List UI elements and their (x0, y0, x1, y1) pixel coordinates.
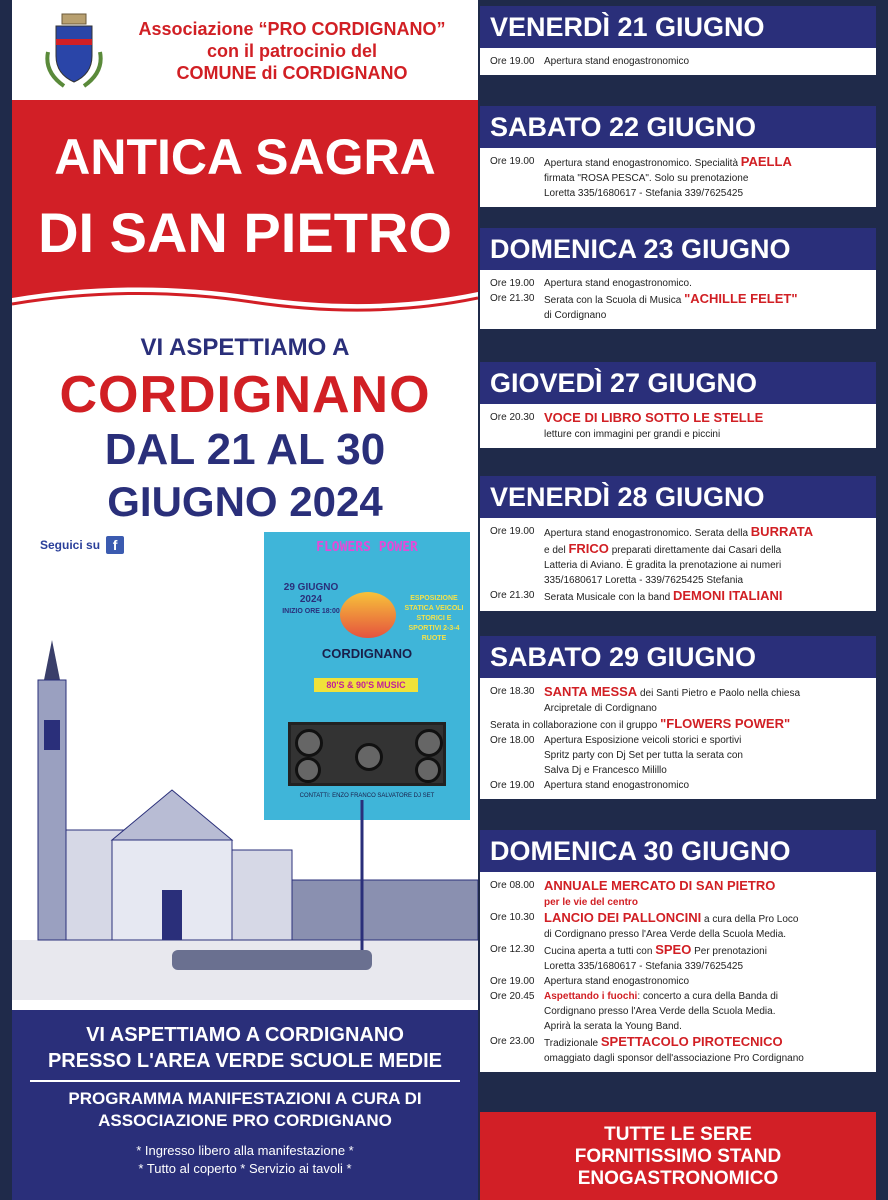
schedule-highlight: DEMONI ITALIANI (672, 588, 783, 603)
schedule-text (544, 927, 868, 942)
schedule-time (490, 171, 544, 186)
schedule-text-pre: Serata in collaborazione con il gruppo (490, 720, 661, 731)
schedule-time: Ore 20.45 (490, 991, 535, 1002)
day-schedule (480, 404, 876, 448)
schedule-time (490, 895, 544, 910)
schedule-text (544, 701, 868, 716)
schedule-row (490, 778, 868, 793)
schedule-text (544, 763, 868, 778)
schedule-text-post: Per prenotazioni (691, 946, 767, 957)
schedule-text-plain: 335/1680617 Loretta - 339/7625425 Stefania (544, 575, 744, 586)
event-title-line2: DI SAN PIETRO (38, 201, 452, 264)
schedule-text (544, 1019, 868, 1034)
schedule-text-post: preparati direttamente dai Casari della (608, 545, 782, 556)
schedule-time: Ore 12.30 (490, 944, 535, 955)
poster-town: CORDIGNANO (321, 646, 413, 661)
bottom-line1: VI ASPETTIAMO A CORDIGNANO (86, 1024, 404, 1046)
assoc-line3: COMUNE di CORDIGNANO (176, 63, 408, 83)
schedule-row (490, 684, 868, 701)
schedule-row (490, 701, 868, 716)
note2: * Tutto al coperto * Servizio ai tavoli * (138, 1161, 352, 1176)
schedule-text (544, 588, 868, 605)
schedule-text-pre: e del (544, 545, 569, 556)
schedule-time: Ore 19.00 (490, 976, 535, 987)
schedule-text (544, 942, 868, 959)
schedule-text (544, 171, 868, 186)
note1: * Ingresso libero alla manifestazione * (136, 1143, 354, 1158)
schedule-text-plain: per le vie del centro (544, 897, 638, 908)
schedule-row (490, 716, 868, 733)
schedule-text (544, 748, 868, 763)
schedule-text (544, 959, 868, 974)
schedule-text (544, 524, 868, 541)
bottom-line4: ASSOCIAZIONE PRO CORDIGNANO (98, 1111, 392, 1130)
schedule-text-plain: Apertura stand enogastronomico (544, 780, 690, 791)
schedule-text (544, 1034, 868, 1051)
footer-banner (480, 1112, 876, 1200)
invite-line: VI ASPETTIAMO A (140, 334, 350, 361)
schedule-time: Ore 23.00 (490, 1036, 535, 1047)
schedule-text (544, 427, 868, 442)
schedule-row (490, 959, 868, 974)
bottom-line3: PROGRAMMA MANIFESTAZIONI A CURA DI (68, 1089, 422, 1108)
schedule-time: Ore 21.30 (490, 293, 535, 304)
schedule-highlight: "FLOWERS POWER" (660, 716, 791, 731)
schedule-row (490, 1019, 868, 1034)
schedule-text (544, 733, 868, 748)
schedule-time (490, 959, 544, 974)
schedule-text-plain: Apertura Esposizione veicoli storici e sportivi (544, 735, 742, 746)
schedule-text-plain: Loretta 335/1680617 - Stefania 339/7625425 (544, 188, 744, 199)
bottom-organizer (12, 1088, 478, 1132)
schedule-highlight: SANTA MESSA (544, 684, 638, 699)
day-title: DOMENICA 23 GIUGNO (480, 228, 876, 270)
schedule-text (544, 974, 868, 989)
day-schedule (480, 872, 876, 1072)
day-schedule (480, 518, 876, 611)
schedule-time: Ore 18.00 (490, 735, 535, 746)
town-name: CORDIGNANO (59, 366, 431, 424)
schedule-text (544, 541, 868, 558)
program-day (480, 830, 876, 1072)
day-title: VENERDÌ 21 GIUGNO (480, 6, 876, 48)
poster-start: INIZIO ORE 18:00 (282, 608, 340, 615)
schedule-time (490, 748, 544, 763)
schedule-time (490, 573, 544, 588)
schedule-time (490, 427, 544, 442)
schedule-row (490, 186, 868, 201)
schedule-highlight: FRICO (568, 541, 609, 556)
day-schedule (480, 270, 876, 329)
schedule-row (490, 427, 868, 442)
poster-title: FLOWERS POWER (316, 540, 418, 555)
day-schedule (480, 48, 876, 75)
schedule-text (544, 291, 868, 308)
bottom-invite (12, 1022, 478, 1074)
schedule-row (490, 989, 868, 1004)
schedule-time: Ore 19.00 (490, 278, 535, 289)
schedule-row (490, 974, 868, 989)
date-range: DAL 21 AL 30 (104, 425, 386, 474)
schedule-text (544, 573, 868, 588)
schedule-time (490, 308, 544, 323)
schedule-text-pre: Apertura stand enogastronomico. Serata della (544, 528, 751, 539)
schedule-text-post: dei Santi Pietro e Paolo nella chiesa (637, 688, 801, 699)
program-day (480, 228, 876, 329)
day-schedule (480, 678, 876, 799)
schedule-time (490, 1051, 544, 1066)
day-title: GIOVEDÌ 27 GIUGNO (480, 362, 876, 404)
schedule-row (490, 558, 868, 573)
bottom-line2: PRESSO L'AREA VERDE SCUOLE MEDIE (47, 1050, 443, 1072)
schedule-text-pre: Serata con la Scuola di Musica (544, 295, 685, 306)
schedule-time (490, 541, 544, 558)
wave-divider (12, 278, 478, 338)
poster-date (276, 582, 346, 618)
footer-line2: FORNITISSIMO STAND (574, 1146, 782, 1167)
poster-music: 80'S & 90'S MUSIC (314, 678, 418, 692)
day-schedule (480, 148, 876, 207)
day-title: SABATO 22 GIUGNO (480, 106, 876, 148)
program-day (480, 636, 876, 799)
schedule-time: Ore 19.00 (490, 156, 535, 167)
schedule-time: Ore 18.30 (490, 686, 535, 697)
schedule-text (544, 276, 868, 291)
schedule-time: Ore 20.30 (490, 412, 535, 423)
day-title: SABATO 29 GIUGNO (480, 636, 876, 678)
crest-icon (42, 12, 106, 90)
schedule-text-plain: omaggiato dagli sponsor dell'associazione Pro Cordignano (544, 1053, 804, 1064)
schedule-highlight: "ACHILLE FELET" (684, 291, 798, 306)
schedule-text-plain: di Cordignano (544, 310, 607, 321)
schedule-text-plain: Loretta 335/1680617 - Stefania 339/7625425 (544, 961, 744, 972)
schedule-highlight: Aspettando i fuochi (544, 991, 638, 1002)
association-header (112, 18, 472, 84)
assoc-line1: Associazione “PRO CORDIGNANO” (138, 19, 446, 39)
schedule-text-plain: Cordignano presso l'Area Verde della Scuola Media. (544, 1006, 776, 1017)
schedule-highlight: SPETTACOLO PIROTECNICO (600, 1034, 783, 1049)
poster-side-text: ESPOSIZIONE STATICA VEICOLI STORICI E SPORTIVI 2-3-4 RUOTE (404, 595, 464, 642)
schedule-row (490, 927, 868, 942)
schedule-row (490, 54, 868, 69)
schedule-text-plain: Spritz party con Dj Set per tutta la serata con (544, 750, 743, 761)
schedule-time (490, 927, 544, 942)
divider (30, 1080, 460, 1082)
event-title-line1: ANTICA SAGRA (54, 129, 436, 185)
schedule-text (544, 684, 868, 701)
schedule-highlight: PAELLA (740, 154, 792, 169)
schedule-text-pre: Cucina aperta a tutti con (544, 946, 656, 957)
schedule-text-plain: Aprirà la serata la Young Band. (544, 1021, 682, 1032)
day-title: VENERDÌ 28 GIUGNO (480, 476, 876, 518)
schedule-time: Ore 10.30 (490, 912, 535, 923)
schedule-row (490, 154, 868, 171)
schedule-highlight: VOCE DI LIBRO SOTTO LE STELLE (544, 410, 764, 425)
poster-footer: CONTATTI: ENZO FRANCO SALVATORE DJ SET (299, 793, 435, 799)
schedule-row (490, 276, 868, 291)
schedule-text-plain: Arcipretale di Cordignano (544, 703, 657, 714)
day-title: DOMENICA 30 GIUGNO (480, 830, 876, 872)
sunset-image (340, 592, 396, 638)
month-year: GIUGNO 2024 (107, 478, 383, 525)
schedule-row (490, 541, 868, 558)
schedule-row (490, 895, 868, 910)
schedule-time: Ore 21.30 (490, 590, 535, 601)
church-illustration (12, 640, 478, 1000)
program-day (480, 476, 876, 611)
schedule-text (544, 895, 868, 910)
schedule-text-plain: Apertura stand enogastronomico (544, 976, 690, 987)
schedule-row (490, 573, 868, 588)
schedule-text (544, 878, 868, 895)
schedule-text-plain: Latteria di Aviano. È gradita la prenotazione ai numeri (544, 560, 782, 571)
schedule-text-plain: Salva Dj e Francesco Milillo (544, 765, 667, 776)
schedule-row (490, 1034, 868, 1051)
schedule-row (490, 588, 868, 605)
schedule-row (490, 524, 868, 541)
schedule-row (490, 171, 868, 186)
schedule-row (490, 291, 868, 308)
schedule-time (490, 558, 544, 573)
schedule-text (544, 778, 868, 793)
schedule-time: Ore 19.00 (490, 526, 535, 537)
schedule-text (544, 910, 868, 927)
schedule-row (490, 733, 868, 748)
program-day (480, 106, 876, 207)
schedule-time (490, 701, 544, 716)
schedule-row (490, 1004, 868, 1019)
schedule-row (490, 910, 868, 927)
schedule-text (544, 410, 868, 427)
schedule-text (544, 154, 868, 171)
left-panel (12, 0, 478, 1200)
schedule-text (490, 716, 868, 733)
schedule-text (544, 308, 868, 323)
schedule-row (490, 942, 868, 959)
social-follow[interactable] (40, 536, 124, 554)
schedule-time: Ore 19.00 (490, 56, 535, 67)
program-day (480, 6, 876, 75)
schedule-text (544, 1051, 868, 1066)
schedule-text-pre: Serata Musicale con la band (544, 592, 673, 603)
schedule-highlight: SPEO (655, 942, 692, 957)
schedule-text-pre: Apertura stand enogastronomico. Specialità (544, 158, 741, 169)
schedule-time: Ore 08.00 (490, 880, 535, 891)
schedule-text (544, 558, 868, 573)
schedule-row (490, 878, 868, 895)
assoc-line2: con il patrocinio del (206, 41, 377, 61)
schedule-time (490, 763, 544, 778)
schedule-text (544, 54, 868, 69)
schedule-text-plain: di Cordignano presso l'Area Verde della Scuola Media. (544, 929, 787, 940)
social-label: Seguici su (40, 538, 101, 552)
schedule-time: Ore 19.00 (490, 780, 535, 791)
program-day (480, 362, 876, 448)
schedule-time (490, 1004, 544, 1019)
schedule-highlight: BURRATA (750, 524, 814, 539)
schedule-row (490, 308, 868, 323)
schedule-row (490, 763, 868, 778)
schedule-row (490, 410, 868, 427)
schedule-text-plain: Apertura stand enogastronomico (544, 56, 690, 67)
schedule-highlight: LANCIO DEI PALLONCINI (544, 910, 702, 925)
facebook-icon[interactable]: f (106, 536, 124, 554)
schedule-text-plain: Apertura stand enogastronomico. (544, 278, 692, 289)
footer-line3: ENOGASTRONOMICO (577, 1168, 779, 1189)
schedule-time (490, 1019, 544, 1034)
header-band (12, 0, 478, 100)
schedule-text (544, 989, 868, 1004)
poster-date-text: 29 GIUGNO 2024 (283, 582, 339, 605)
schedule-row (490, 1051, 868, 1066)
schedule-time (490, 186, 544, 201)
schedule-text (544, 186, 868, 201)
schedule-highlight: ANNUALE MERCATO DI SAN PIETRO (544, 878, 776, 893)
schedule-text-post: a cura della Pro Loco (701, 914, 799, 925)
program-panel (480, 0, 876, 1200)
bottom-notes (12, 1142, 478, 1178)
footer-line1: TUTTE LE SERE (604, 1124, 752, 1145)
schedule-text-plain: firmata "ROSA PESCA". Solo su prenotazione (544, 173, 749, 184)
schedule-text-post: : concerto a cura della Banda di (637, 991, 778, 1002)
schedule-text (544, 1004, 868, 1019)
schedule-text-pre: Tradizionale (544, 1038, 601, 1049)
schedule-row (490, 748, 868, 763)
schedule-text-plain: letture con immagini per grandi e piccini (544, 429, 721, 440)
